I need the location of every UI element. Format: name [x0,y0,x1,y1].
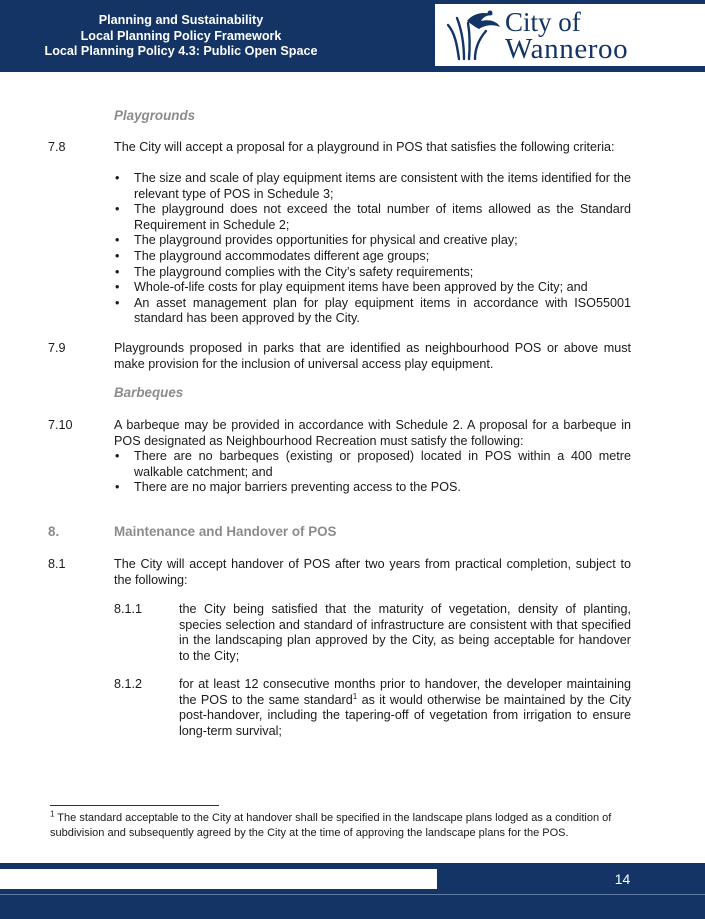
section-number-8: 8. [48,524,60,539]
clause-7-8-text: The City will accept a proposal for a playground in POS that satisfies the following criteria: [114,140,615,154]
header-line-3: Local Planning Policy 4.3: Public Open Space [44,44,318,58]
list-item: • The playground complies with the City’s safety requirements; [114,265,631,281]
clause-number-8-1: 8.1 [48,557,66,571]
clause-7-10-requirements-list [114,449,631,496]
list-item: • There are no major barriers preventing access to the POS. [114,480,631,496]
footnote-text: The standard acceptable to the City at handover shall be specified in the landscape plans lodged as a condition of subdivision and subsequently agreed by the City at the time of approving the landscape plans for the POS. [50,812,612,839]
list-item: • The playground does not exceed the total number of items allowed as the Standard Requirement in Schedule 2; [114,202,631,233]
subheading-barbeques: Barbeques [114,385,184,400]
clause-number-7-9: 7.9 [48,341,66,355]
page-number: 14 [614,871,631,887]
clause-number-7-10: 7.10 [48,418,73,432]
header-line-1: Planning and Sustainability [98,13,264,27]
clause-8-1-2-text [179,677,631,739]
list-item: • The playground provides opportunities for physical and creative play; [114,233,631,249]
header-title [0,13,362,60]
footnote-divider [50,805,219,806]
subheading-playgrounds: Playgrounds [114,108,196,123]
list-item: • Whole-of-life costs for play equipment items have been approved by the City; and [114,280,631,296]
clause-7-8-criteria-list [114,171,631,327]
list-item: • There are no barbeques (existing or proposed) located in POS within a 400 metre walkable catchment; and [114,449,631,480]
footnote [50,811,635,841]
list-item: • An asset management plan for play equipment items in accordance with ISO55001 standard has been approved by the City. [114,296,631,327]
footnote-mark: 1 [50,809,55,819]
logo-text-wanneroo: Wanneroo [505,33,629,65]
clause-number-8-1-1: 8.1.1 [114,602,143,616]
page-header [0,0,705,72]
footer-band [0,869,437,889]
section-heading-maintenance-handover: Maintenance and Handover of POS [114,524,337,539]
clause-8-1-2-text-a: for at least 12 consecutive months prior to handover, the developer maintaining the POS to the same standard [179,677,631,707]
clause-8-1-text: The City will accept handover of POS after two years from practical completion, subject to the following: [114,557,631,587]
swan-emblem-icon [445,9,501,61]
clause-8-1-2-text-b: as it would otherwise be maintained by the City post-handover, including the tapering-off of vegetation from irrigation to ensure long-term survival; [179,692,631,738]
footnote-reference: 1 [352,691,358,701]
footer-divider [0,894,705,895]
clause-8-1-1-text: the City being satisfied that the maturity of vegetation, density of planting, species selection and standard of infrastructure are consistent with that specified in the landscaping plan approved by the City, as being acceptable for handover to the City; [179,602,631,663]
header-line-2: Local Planning Policy Framework [80,28,282,43]
clause-number-8-1-2: 8.1.2 [114,677,143,691]
list-item: • The playground accommodates different age groups; [114,249,631,265]
logo-text-city-of: City of [505,7,581,37]
page-footer [0,863,705,919]
clause-7-10-text: A barbeque may be provided in accordance with Schedule 2. A proposal for a barbeque in POS designated as Neighbourhood Recreation must satisfy the following: [114,418,631,448]
clause-7-9-text: Playgrounds proposed in parks that are identified as neighbourhood POS or above must make provision for the inclusion of universal access play equipment. [114,341,631,371]
city-logo [435,4,705,66]
clause-number-7-8: 7.8 [48,140,66,154]
list-item: • The size and scale of play equipment items are consistent with the items identified for the relevant type of POS in Schedule 3; [114,171,631,202]
